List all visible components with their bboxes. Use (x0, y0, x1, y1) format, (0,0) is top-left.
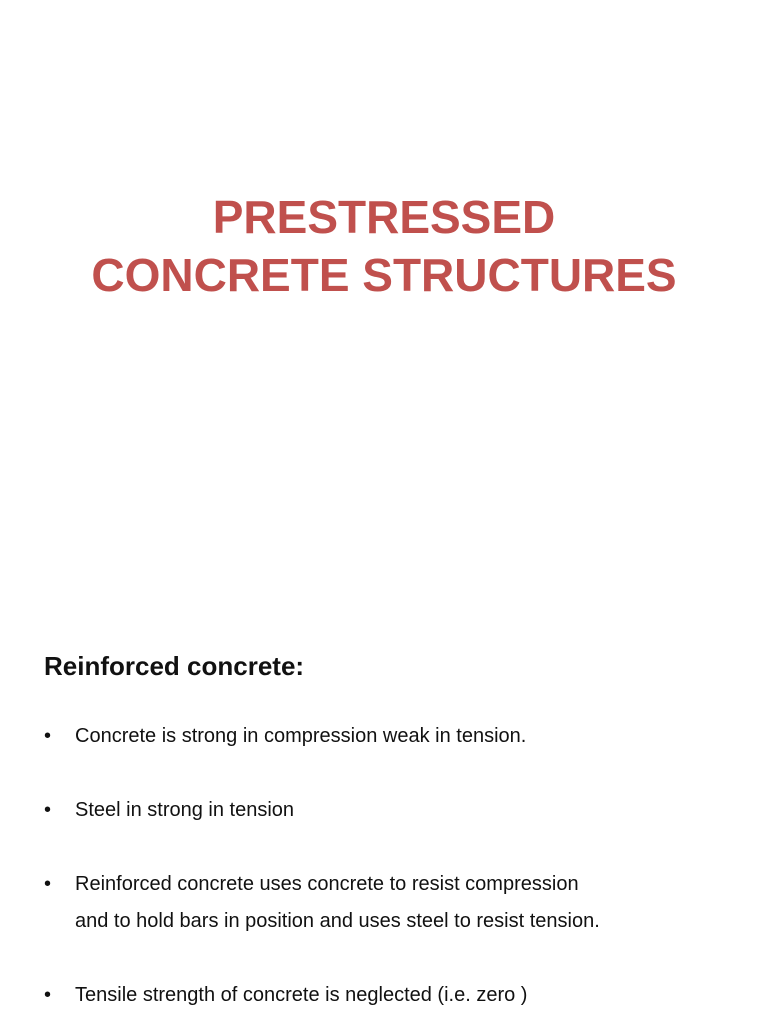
bullet-text: Concrete is strong in compression weak in tension. (75, 725, 527, 747)
bullet-icon: • (44, 799, 52, 821)
bullet-item (44, 718, 744, 755)
section-heading: Reinforced concrete: (44, 651, 305, 681)
bullet-icon: • (44, 873, 52, 895)
bullet-text: Steel in strong in tension (75, 799, 295, 821)
slide-title-line-1: PRESTRESSED (212, 191, 556, 243)
bullet-item (44, 977, 744, 1014)
bullet-text-line-1: Reinforced concrete uses concrete to resist compression (75, 873, 579, 895)
slide-title-line-2: CONCRETE STRUCTURES (91, 249, 677, 301)
bullet-text: Tensile strength of concrete is neglected (i.e. zero ) (75, 984, 528, 1006)
bullet-icon: • (44, 725, 52, 747)
bullet-list (44, 718, 744, 1014)
bullet-text-line-2: and to hold bars in position and uses steel to resist tension. (75, 910, 600, 932)
bullet-item (44, 866, 744, 940)
bullet-item (44, 792, 744, 829)
bullet-icon: • (44, 984, 52, 1006)
reinforced-concrete-section (44, 646, 744, 1014)
slide-title (0, 188, 768, 304)
